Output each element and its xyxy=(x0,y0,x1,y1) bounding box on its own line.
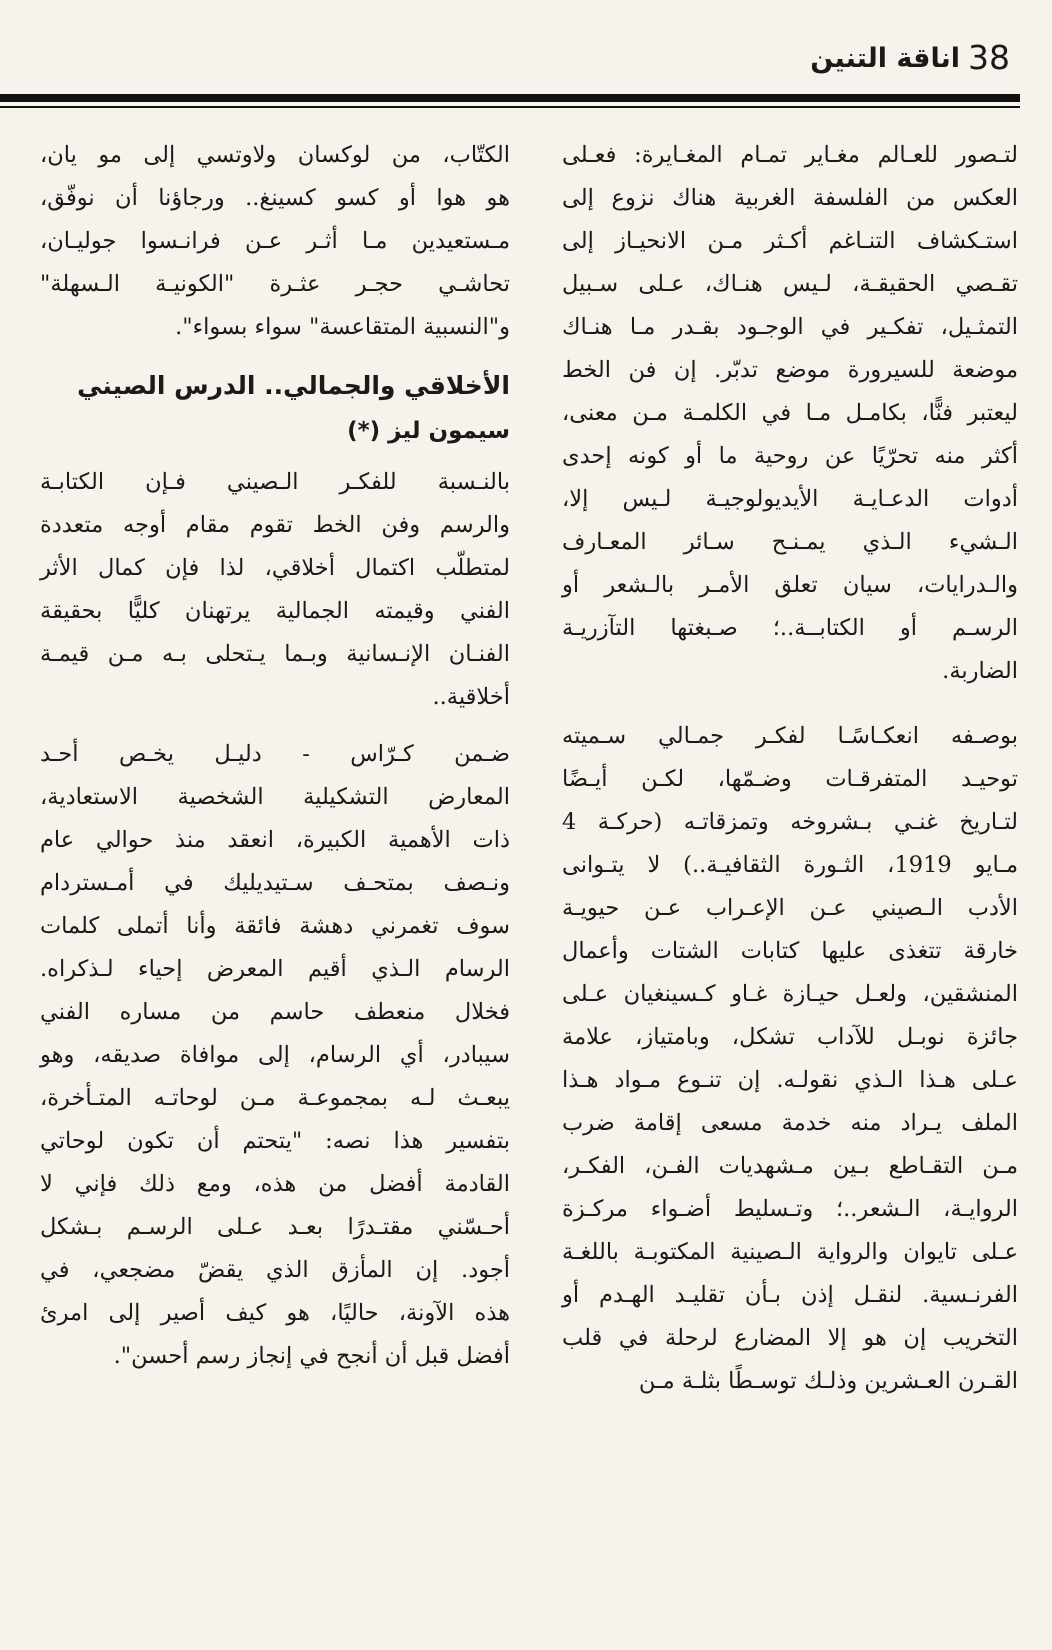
author-name: سيمون ليز (*) xyxy=(347,418,510,444)
text-line: لمتطلّب اكتمال أخلاقي، لذا فإن كمال الأثر xyxy=(40,555,510,581)
text-line: والرسم وفن الخط تقوم مقام أوجه متعددة xyxy=(40,512,510,538)
text-line: ونـصف بمتحـف سـتيديليك في أمـستردام xyxy=(40,870,510,896)
text-line: سوف تغمرني دهشة فائقة وأنا أتملى كلمات xyxy=(40,913,510,939)
text-line: خارقة تتغذى عليها كتابات الشتات وأعمال xyxy=(562,938,1018,964)
text-line: تحاشـي حجـر عثـرة "الكونيـة الـسهلة" xyxy=(40,271,510,297)
text-line: التمثـيل، تفكـير في الوجـود بقـدر مـا هنـاك xyxy=(562,314,1018,340)
text-line: فخلال منعطف حاسم من مساره الفني xyxy=(40,999,510,1025)
text-line: لتـصور للعـالم مغـاير تمـام المغـايرة: فعـلى xyxy=(562,142,1018,168)
right-column xyxy=(562,134,1018,1403)
text-line: توحيـد المتفرقـات وضـمّها، لكـن أيـضًا xyxy=(562,766,1018,792)
text-line: ليعتبر فنًّا، بكامـل مـا في الكلمـة مـن معنى، xyxy=(562,400,1018,426)
header-rule-thick xyxy=(0,94,1020,102)
text-line: والـدرايات، سيان تعلق الأمـر بالـشعر أو xyxy=(562,572,1018,598)
text-line: لتـاريخ غنـي بـشروخه وتمزقاتـه (حركـة 4 xyxy=(562,809,1018,835)
text-line: استـكشاف التنـاغم أكـثر مـن الانحيـاز إلى xyxy=(562,228,1018,254)
page-number: 38 xyxy=(968,38,1010,77)
paragraph-left-1 xyxy=(40,134,510,349)
text-line: الروايـة، الـشعر..؛ وتـسليط أضـواء مركـزة xyxy=(562,1196,1018,1222)
text-line: عـلى تايوان والرواية الـصينية المكتوبـة باللغـة xyxy=(562,1239,1018,1265)
text-line: الفني وقيمته الجمالية يرتهنان كليًّا بحقيقة xyxy=(40,598,510,624)
text-line: ذات الأهمية الكبيرة، انعقد منذ حوالي عام xyxy=(40,827,510,853)
paragraph-right-2 xyxy=(562,715,1018,1403)
text-line: يبعـث لـه بمجموعـة مـن لوحاتـه المتـأخرة، xyxy=(40,1085,510,1111)
text-line: الـشيء الـذي يمـنـح سـائر المعـارف xyxy=(562,529,1018,555)
text-line: التخريب إن هو إلا المضارع لرحلة في قلب xyxy=(562,1325,1018,1351)
text-line: القادمة أفضل من هذه، ومع ذلك فإني لا xyxy=(40,1171,510,1197)
text-line: أفضل قبل أن أنجح في إنجاز رسم أحسن". xyxy=(113,1343,510,1369)
text-line: الرسـم أو الكتابــة..؛ صـبغتها التآزريـة xyxy=(562,615,1018,641)
text-line: بوصـفه انعكـاسًـا لفكـر جمـالي سـميته xyxy=(562,723,1018,749)
text-line: هذه الآونة، حاليًا، هو كيف أصير إلى امرئ xyxy=(40,1300,510,1326)
running-head: اناقة التنين xyxy=(810,43,960,74)
text-line: مـن التقـاطع بـين مـشهديات الفـن، الفكـر، xyxy=(562,1153,1018,1179)
text-line: أخلاقية.. xyxy=(432,684,510,710)
text-line: بالنـسبة للفكـر الـصيني فـإن الكتابـة xyxy=(40,469,510,495)
text-line: جائزة نوبـل للآداب تشكل، وبامتياز، علامة xyxy=(562,1024,1018,1050)
text-line: موضعة للسيرورة موضع تدبّر. إن فن الخط xyxy=(562,357,1018,383)
left-column xyxy=(40,134,510,1378)
text-line: تقـصي الحقيقـة، لـيس هنـاك، عـلى سـبيل xyxy=(562,271,1018,297)
text-line: المنشقين، ولعـل حيـازة غـاو كـسينغيان عـلى xyxy=(562,981,1018,1007)
text-line: بتفسير هذا نصه: "يتحتم أن تكون لوحاتي xyxy=(40,1128,510,1154)
text-line: مـستعيدين مـا أثـر عـن فرانـسوا جوليـان، xyxy=(40,228,510,254)
text-line: الكتّاب، من لوكسان ولاوتسي إلى مو يان، xyxy=(40,142,510,168)
paragraph-right-1 xyxy=(562,134,1018,693)
paragraph-left-3 xyxy=(40,733,510,1378)
header-rule-thin xyxy=(0,106,1020,108)
text-line: عـلى هـذا الـذي نقولـه. إن تنـوع مـواد هـذا xyxy=(562,1067,1018,1093)
text-line: مـايو 1919، الثـورة الثقافيـة..) لا يتـوانى xyxy=(562,852,1018,878)
text-line: و"النسبية المتقاعسة" سواء بسواء". xyxy=(175,314,510,340)
text-line: هو هوا أو كسو كسينغ.. ورجاؤنا أن نوفّق، xyxy=(40,185,510,211)
paragraph-left-2 xyxy=(40,461,510,719)
text-line: الضاربة. xyxy=(942,658,1018,684)
text-line: أكثر منه تحرّيًا عن روحية ما أو كونه إحدى xyxy=(562,443,1018,469)
text-line: القـرن العـشرين وذلـك توسـطًا بثلـة مـن xyxy=(638,1368,1018,1394)
text-line: المعارض التشكيلية الشخصية الاستعادية، xyxy=(40,784,510,810)
text-line: الفنـان الإنـسانية وبـما يـتحلى بـه مـن قيمـة xyxy=(40,641,510,667)
text-line: الأدب الـصيني عـن الإعـراب عـن حيويـة xyxy=(562,895,1018,921)
section-heading: الأخلاقي والجمالي.. الدرس الصيني xyxy=(77,371,510,400)
text-line: أحـسّني مقتـدرًا بعـد عـلى الرسـم بـشكل xyxy=(40,1214,510,1240)
text-line: العكس من الفلسفة الغربية هناك نزوع إلى xyxy=(562,185,1018,211)
text-line: الملف يـراد منه خدمة مسعى إقامة ضرب xyxy=(562,1110,1018,1136)
text-line: ضـمن كـرّاس - دليـل يخـص أحـد xyxy=(40,741,510,767)
text-line: الفرنـسية. لنقـل إذن بـأن تقليـد الهـدم أو xyxy=(562,1282,1018,1308)
text-line: أجود. إن المأزق الذي يقضّ مضجعي، في xyxy=(40,1257,510,1283)
text-line: سيبادر، أي الرسام، إلى موافاة صديقه، وهو xyxy=(40,1042,510,1068)
text-line: أدوات الدعـايـة الأيديولوجيـة لـيس إلا، xyxy=(562,486,1018,512)
text-line: الرسام الـذي أقيم المعرض إحياء لـذكراه. xyxy=(40,956,510,982)
